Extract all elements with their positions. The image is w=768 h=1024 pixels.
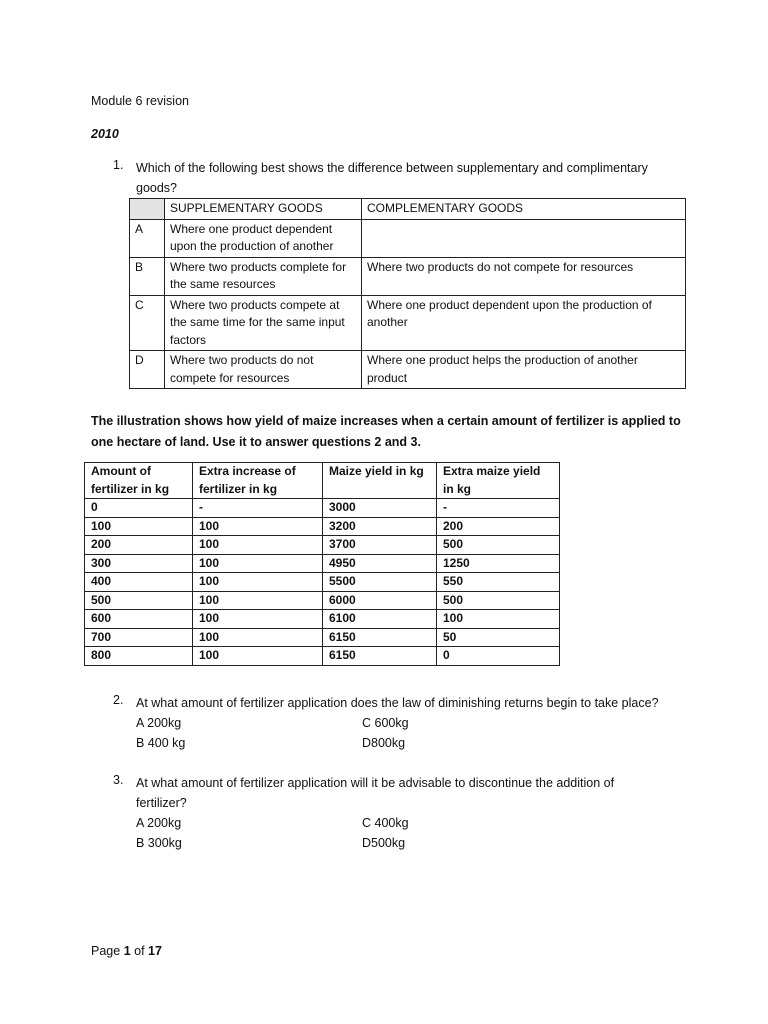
footer-current-page: 1	[123, 944, 131, 958]
footer-total-pages: 17	[148, 944, 162, 958]
q1-text-line2: goods?	[136, 181, 178, 195]
table-row	[85, 536, 560, 555]
option-letter: D	[130, 351, 165, 389]
goods-comparison-table	[129, 198, 686, 389]
supplementary-cell: Where two products complete for the same resources	[165, 257, 362, 295]
year-heading: 2010	[91, 127, 119, 141]
table-cell: 3200	[323, 517, 437, 536]
page-footer	[91, 944, 162, 958]
q2-text: At what amount of fertilizer application does the law of diminishing returns begin to take place?	[136, 696, 659, 710]
table-cell: 500	[437, 591, 560, 610]
footer-of-word: of	[134, 944, 145, 958]
table-cell: 100	[193, 591, 323, 610]
table-header-cell	[130, 199, 165, 220]
table-cell: 100	[193, 647, 323, 666]
option-letter: C	[130, 295, 165, 351]
fertilizer-yield-table	[84, 462, 560, 666]
option-letter: B	[130, 257, 165, 295]
complementary-cell: Where one product dependent upon the production of another	[362, 295, 686, 351]
q3-number: 3.	[113, 773, 124, 787]
table-cell: -	[193, 499, 323, 518]
table-cell: -	[437, 499, 560, 518]
table-cell: 0	[437, 647, 560, 666]
q2-options-row2	[136, 733, 409, 753]
table-cell: 0	[85, 499, 193, 518]
table-header-cell: Extra increase of fertilizer in kg	[193, 463, 323, 499]
table-cell: 3700	[323, 536, 437, 555]
table-cell: 600	[85, 610, 193, 629]
table-cell: 100	[193, 610, 323, 629]
table-cell: 50	[437, 628, 560, 647]
table-cell: 100	[437, 610, 560, 629]
q2-option-b: B 400 kg	[136, 736, 186, 750]
table-cell: 6150	[323, 628, 437, 647]
table-row	[85, 554, 560, 573]
table-cell: 6150	[323, 647, 437, 666]
table-row	[130, 219, 686, 257]
q3-text-line2: fertilizer?	[136, 796, 187, 810]
table-header-cell: Extra maize yield in kg	[437, 463, 560, 499]
q2-option-a: A 200kg	[136, 716, 182, 730]
table-cell: 300	[85, 554, 193, 573]
table-cell: 500	[437, 536, 560, 555]
q2-number: 2.	[113, 693, 124, 707]
q3-option-c: C 400kg	[362, 816, 409, 830]
table-row	[85, 628, 560, 647]
table-header-row	[85, 463, 560, 499]
table-cell: 6000	[323, 591, 437, 610]
q3-text-line1: At what amount of fertilizer application will it be advisable to discontinue the addition of	[136, 776, 615, 790]
q2-option-d: D800kg	[362, 736, 406, 750]
document-title: Module 6 revision	[91, 94, 189, 108]
supplementary-cell: Where one product dependent upon the production of another	[165, 219, 362, 257]
table-cell: 1250	[437, 554, 560, 573]
q3-options-row1	[136, 813, 409, 833]
q3-options	[136, 813, 409, 853]
table-row	[85, 610, 560, 629]
footer-page-word: Page	[91, 944, 121, 958]
q1-number: 1.	[113, 158, 124, 172]
q3-text	[136, 773, 696, 813]
table-row	[85, 591, 560, 610]
table-row	[85, 517, 560, 536]
table-cell: 100	[193, 517, 323, 536]
table-cell: 200	[437, 517, 560, 536]
table-cell: 800	[85, 647, 193, 666]
table-cell: 3000	[323, 499, 437, 518]
option-letter: A	[130, 219, 165, 257]
table-cell: 700	[85, 628, 193, 647]
complementary-cell: Where one product helps the production of another product	[362, 351, 686, 389]
q1-text	[136, 158, 696, 198]
table-header-cell: SUPPLEMENTARY GOODS	[165, 199, 362, 220]
table-header-cell: Maize yield in kg	[323, 463, 437, 499]
table-cell: 500	[85, 591, 193, 610]
table-row	[130, 351, 686, 389]
table-cell: 550	[437, 573, 560, 592]
supplementary-cell: Where two products compete at the same time for the same input factors	[165, 295, 362, 351]
table-row	[85, 573, 560, 592]
table-cell: 100	[193, 554, 323, 573]
table-cell: 4950	[323, 554, 437, 573]
q2-options-row1	[136, 713, 409, 733]
q2-option-c: C 600kg	[362, 716, 409, 730]
table-row	[130, 295, 686, 351]
table-cell: 5500	[323, 573, 437, 592]
table-cell: 6100	[323, 610, 437, 629]
q1-text-line1: Which of the following best shows the difference between supplementary and complimentary	[136, 161, 648, 175]
complementary-cell: Where two products do not compete for resources	[362, 257, 686, 295]
q3-option-b: B 300kg	[136, 836, 182, 850]
supplementary-cell: Where two products do not compete for resources	[165, 351, 362, 389]
q3-options-row2	[136, 833, 409, 853]
table-row	[85, 499, 560, 518]
table-cell: 100	[85, 517, 193, 536]
table-header-cell: COMPLEMENTARY GOODS	[362, 199, 686, 220]
table-header-cell: Amount of fertilizer in kg	[85, 463, 193, 499]
table-cell: 100	[193, 573, 323, 592]
q2-options	[136, 713, 409, 753]
q3-option-a: A 200kg	[136, 816, 182, 830]
table-cell: 400	[85, 573, 193, 592]
table-row	[85, 647, 560, 666]
complementary-cell	[362, 219, 686, 257]
table-row	[130, 257, 686, 295]
table-header-row	[130, 199, 686, 220]
q3-option-d: D500kg	[362, 836, 406, 850]
table-cell: 100	[193, 628, 323, 647]
illustration-intro: The illustration shows how yield of maize increases when a certain amount of fertilizer is applied to one hectare of land. Use it to answer questions 2 and 3.	[91, 414, 681, 449]
table-cell: 100	[193, 536, 323, 555]
table-cell: 200	[85, 536, 193, 555]
